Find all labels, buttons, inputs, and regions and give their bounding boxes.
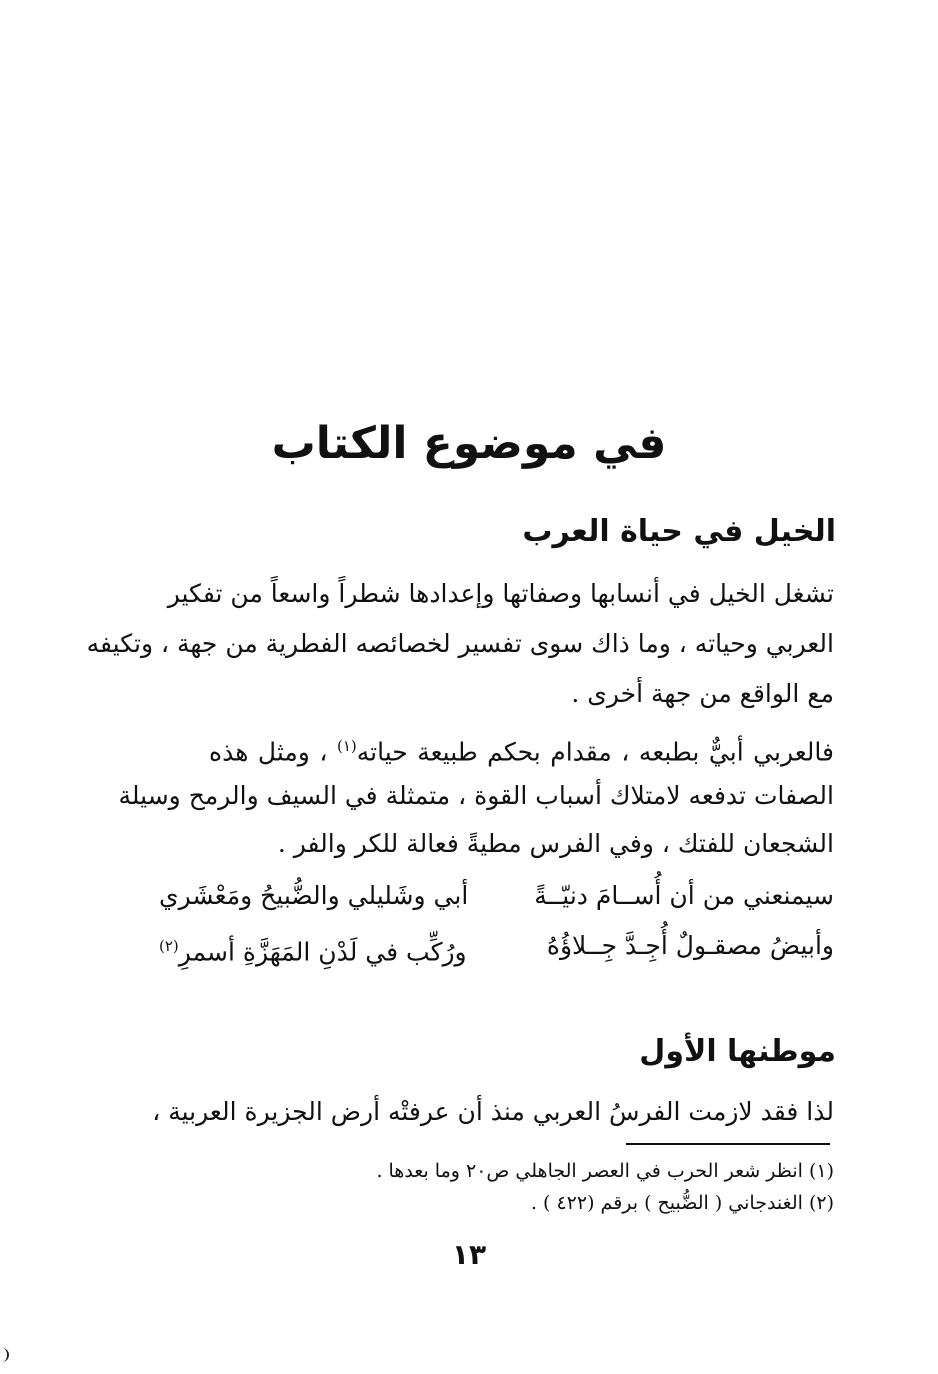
chapter-title: في موضوع الكتاب	[271, 418, 667, 469]
verse2-second-hemistich-text: ورُكِّب في لَدْنِ المَهَزَّةِ أسمرِ	[178, 937, 467, 967]
footnote-ref-2: (٢)	[159, 937, 179, 955]
paragraph2-line1-end: ، ومثل هذه	[209, 737, 337, 767]
footnote-separator	[626, 1143, 830, 1145]
paragraph2-line1	[209, 726, 834, 772]
footnote-2: (٢) الغندجاني ( الضُّبيح ) برقم (٤٢٢ ) .	[530, 1192, 834, 1214]
section-heading-first-homeland: موطنها الأول	[639, 1034, 836, 1069]
footnote-ref-1: (١)	[336, 737, 357, 755]
paragraph2-line1-text: فالعربي أبيٌّ بطبعه ، مقدام بحكم طبيعة حياته	[356, 737, 834, 767]
paragraph2-line3: الشجعان للفتك ، وفي الفرس مطيةً فعالة للكر والفر .	[277, 829, 834, 858]
section-heading-horses-in-arab-life: الخيل في حياة العرب	[522, 514, 836, 549]
verse2-first-hemistich: وأبيضُ مصقـولٌ أُجِـدَّ جِــلاؤُهُ	[546, 931, 834, 960]
verse1-second-hemistich: أبي وشَليلي والضُّبيحُ ومَعْشَري	[159, 881, 469, 910]
verse-line-1	[159, 876, 834, 916]
paragraph1-line1: تشغل الخيل في أنسابها وصفاتها وإعدادها شطراً واسعاً من تفكير	[167, 579, 834, 608]
paragraph1-line2: العربي وحياته ، وما ذاك سوى تفسير لخصائصه الفطرية من جهة ، وتكيفه	[86, 629, 834, 658]
paragraph3-line1: لذا فقد لازمت الفرسُ العربي منذ أن عرفتْه أرض الجزيرة العربية ،	[152, 1097, 834, 1126]
page-number: ١٣	[451, 1238, 487, 1271]
verse-line-2	[159, 926, 834, 972]
paragraph2-line2: الصفات تدفعه لامتلاك أسباب القوة ، متمثلة في السيف والرمح وسيلة	[118, 781, 834, 810]
verse1-first-hemistich: سيمنعني من أن أُســامَ دنيّــةً	[534, 881, 834, 910]
scan-edge-mark	[0, 1348, 9, 1362]
paragraph1-line3: مع الواقع من جهة أخرى .	[571, 679, 834, 708]
verse2-second-hemistich	[159, 926, 467, 972]
footnote-1: (١) انظر شعر الحرب في العصر الجاهلي ص٢٠ وما بعدها .	[376, 1160, 834, 1182]
